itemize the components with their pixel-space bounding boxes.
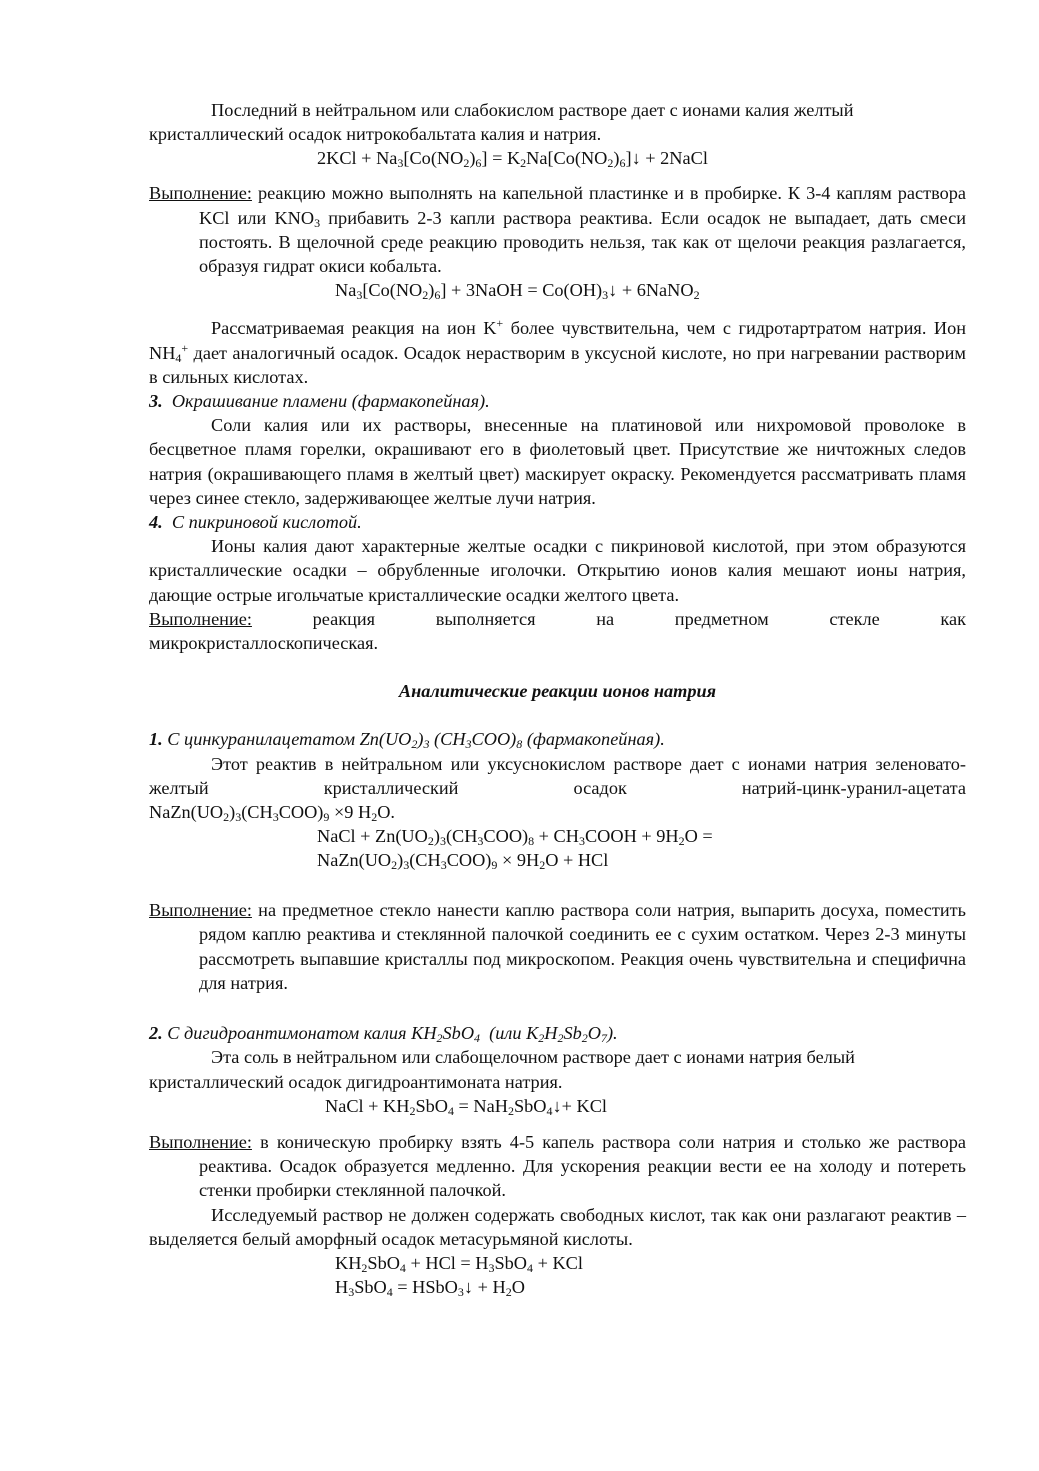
paragraph-zinc-uranyl-formula: $NaZn(UO_2)_3(CH_3COO)_9 \times 9$ $H_2O$. xyxy=(149,801,395,824)
paragraph-procedure-4: Выполнение: в коническую пробирку взять 4-5 капель раствора соли натрия и столько же раствора реактива. Осадок образуется медленно. Для ускорения реакции вести ее на холоду и потереть стенки пробирки стеклянной палочкой. xyxy=(149,1131,966,1201)
paragraph-procedure-3: Выполнение: на предметное стекло нанести каплю раствора соли натрия, выпарить досуха, поместить рядом каплю реактива и стеклянной палочкой соединить ее с сухим остатком. Через 2-3 минуты рассмотреть выпавшие кристаллы под микроскопом. Реакция очень чувствительна и специфична для натрия. xyxy=(149,900,966,993)
paragraph-intro-line2: кристаллический осадок нитрокобальтата калия и натрия. xyxy=(149,124,602,144)
equation-3-cont: $NaZn(UO_2)_3(CH_3COO)_9 \times 9H_2O$ + HCl xyxy=(317,850,609,873)
paragraph-intro: Последний в нейтральном или слабокислом растворе дает с ионами калия желтый xyxy=(211,100,854,120)
equation-5: $KH_2SbO_4$ + HCl = $H_3SbO_4$ + KCl xyxy=(335,1252,583,1275)
label-procedure: Выполнение: xyxy=(149,183,252,204)
paragraph-antimonate-line2: кристаллический осадок дигидроантимоната натрия. xyxy=(149,1071,563,1092)
paragraph-sensitivity: Рассматриваемая реакция на ион K+ более чувствительна, чем с гидротартратом натрия. Ион $NH_4^+$ дает аналогичный осадок. Осадок нерастворим в уксусной кислоте, но при нагревании растворим в сильных кислотах. xyxy=(149,316,966,387)
heading-zinc-uranyl: 1. С цинкуранилацетатом $Zn(UO_2)_3$ $(CH_3COO)_8$ (фармакопейная). xyxy=(149,729,665,752)
section-title: Аналитические реакции ионов натрия xyxy=(398,681,717,702)
paragraph-flame: Соли калия или их растворы, внесенные на платиновой или нихромовой проволоке в бесцветное пламя горелки, окрашивают его в фиолетовый цвет. Присутствие же ничтожных следов натрия (окрашивающего пламя в желтый цвет) маскирует окраску. Рекомендуется рассматривать пламя через синее стекло, задерживающее желтые лучи натрия. xyxy=(149,415,966,508)
heading-picric: 4. С пикриновой кислотой. xyxy=(149,512,362,533)
heading-antimonate: 2. С дигидроантимонатом калия $KH_2SbO_4$ (или $K_2H_2Sb_2O_7$). xyxy=(149,1023,618,1046)
equation-2: $Na_3[Co(NO_2)_6]$ + 3NaOH = $Co(OH)_3↓$ + 6NaNO$_2$ xyxy=(335,280,700,303)
document-page xyxy=(149,98,966,1299)
equation-1: $2KCl + Na_3[Co(NO_2)_6]$ = $K_2Na[Co(NO_2)_6]↓$ + 2NaCl xyxy=(317,148,708,171)
equation-4: NaCl + $KH_2SbO_4$ = NaH$_2$SbO$_4$↓+ KCl xyxy=(325,1095,607,1118)
paragraph-zinc-uranyl: Этот реактив в нейтральном или уксуснокислом растворе дает с ионами натрия зеленовато-желтый кристаллический осадок натрий-цинк-уранил-ацетата xyxy=(149,753,966,798)
heading-flame: 3. Окрашивание пламени (фармакопейная). xyxy=(149,391,490,412)
equation-3: NaCl + $Zn(UO_2)_3(CH_3COO)_8$ + $CH_3COOH + 9H_2O$ = xyxy=(317,825,713,848)
paragraph-procedure-2-end: микрокристаллоскопическая. xyxy=(149,633,379,654)
paragraph-picric: Ионы калия дают характерные желтые осадки с пикриновой кислотой, при этом образуются кристаллические осадки – обрубленные иголочки. Открытию ионов калия мешают ионы натрия, дающие острые игольчатые кристаллические осадки желтого цвета. xyxy=(149,536,966,605)
equation-6: $H_3SbO_4$ = HSbO$_3$↓ + $H_2O$ xyxy=(335,1277,525,1300)
paragraph-procedure-1: Выполнение: реакцию можно выполнять на капельной пластинке и в пробирке. К 3-4 каплям раствора KCl или $KNO_3$ прибавить 2-3 капли раствора реактива. Если осадок не выпадает, дать смеси постоять. В щелочной среде реакцию проводить нельзя, так как от щелочи реакция разлагается, образуя гидрат окиси кобальта. xyxy=(149,183,966,277)
paragraph-antimonate: Эта соль в нейтральном или слабощелочном растворе дает с ионами натрия белый xyxy=(211,1047,855,1068)
paragraph-acids: Исследуемый раствор не должен содержать свободных кислот, так как они разлагают реактив – выделяется белый аморфный осадок метасурьмяной кислоты. xyxy=(149,1204,966,1249)
paragraph-procedure-2: Выполнение: реакция выполняется на предметном стекле как xyxy=(149,608,966,629)
